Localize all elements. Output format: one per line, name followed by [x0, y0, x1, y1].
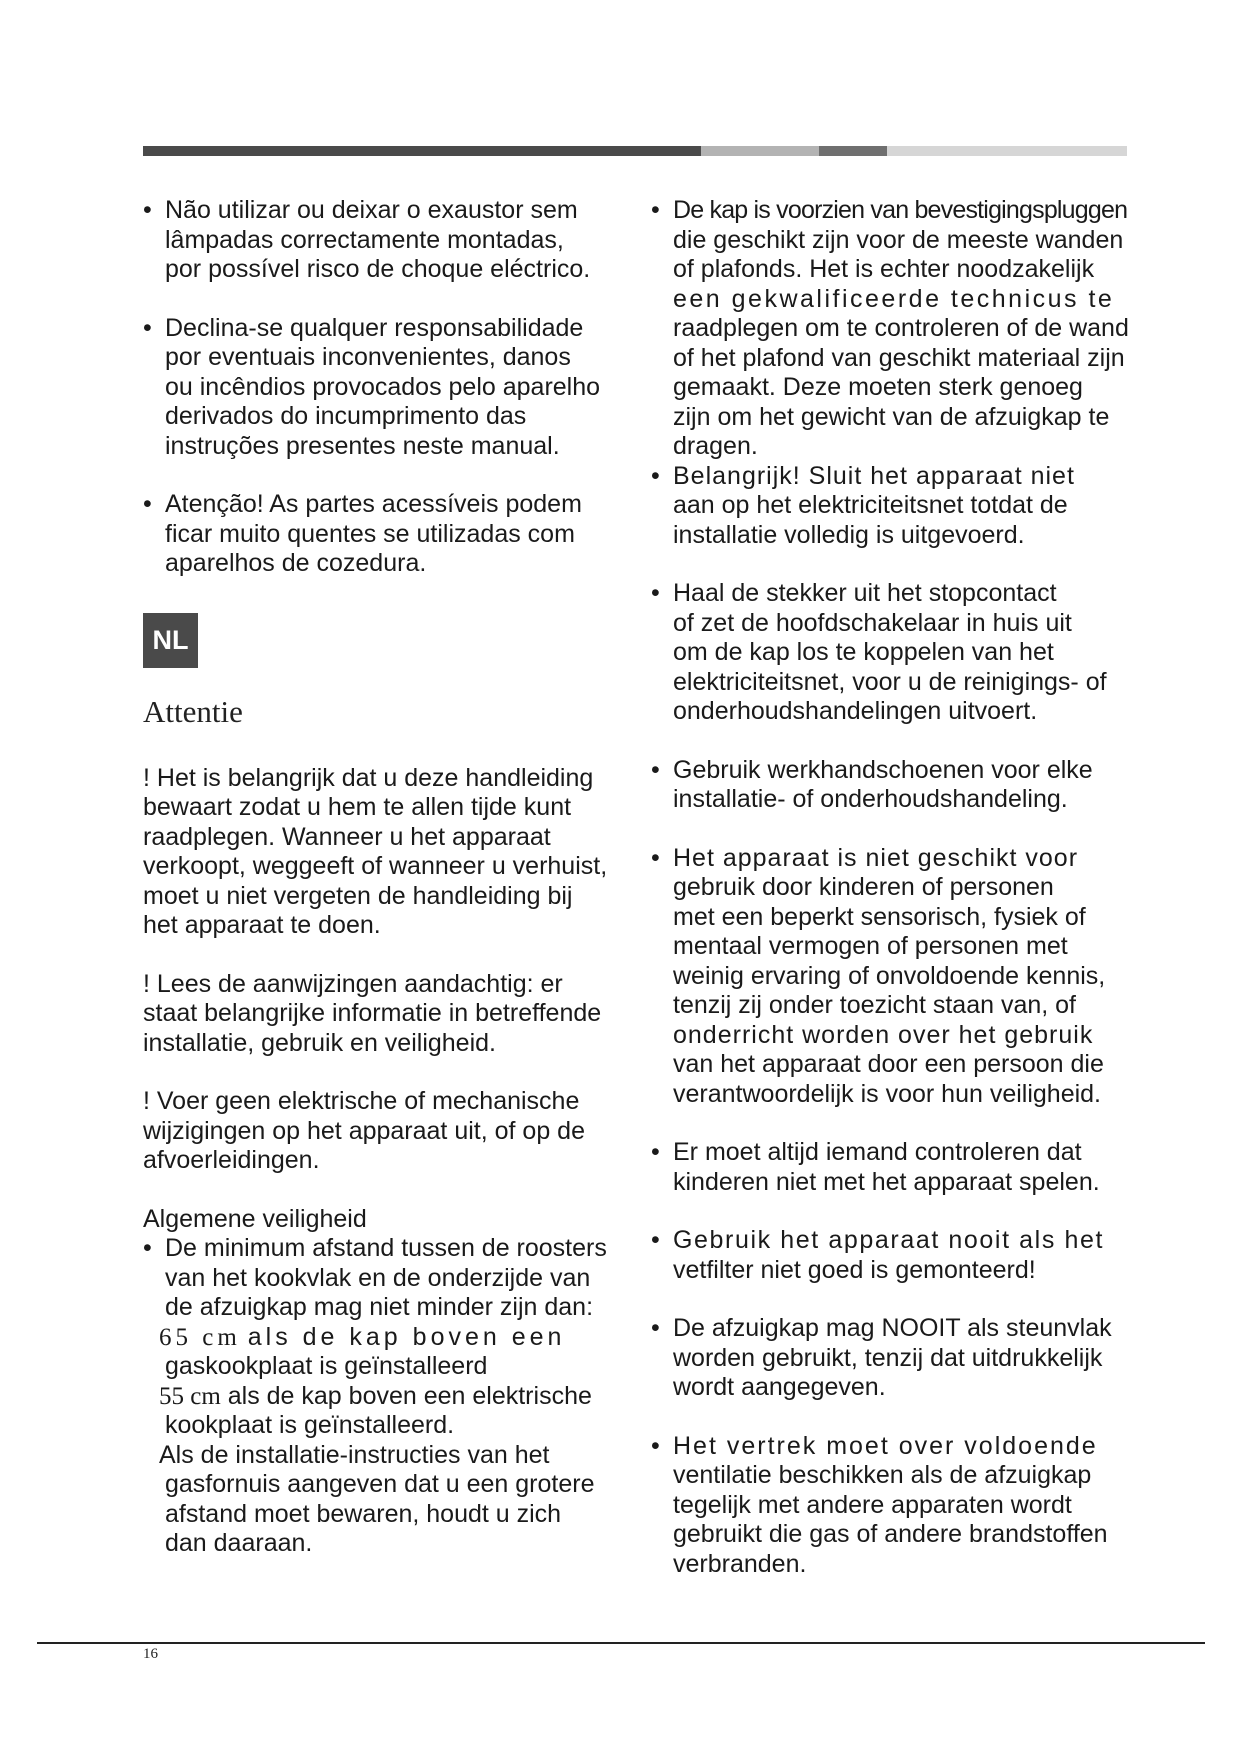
line: kookplaat is geïnstalleerd. [165, 1411, 455, 1439]
line: worden gebruikt, tenzij dat uitdrukkelijk [673, 1343, 1103, 1372]
line: Als de installatie-instructies van het [159, 1440, 550, 1469]
line: gebruik door kinderen of personen [673, 873, 1054, 901]
left-column [143, 196, 625, 1559]
line: verantwoordelijk is voor hun veiligheid. [673, 1079, 1102, 1108]
line: aparelhos de cozedura. [165, 549, 427, 577]
line: Declina-se qualquer responsabilidade [165, 313, 584, 342]
line: Het vertrek moet over voldoende [673, 1431, 1098, 1460]
line: tenzij zij onder toezicht staan van, of [673, 991, 1077, 1019]
line: Gebruik het apparaat nooit als het [673, 1226, 1105, 1254]
line: ficar muito quentes se utilizadas com [165, 519, 575, 548]
line: een gekwalificeerde technicus te [673, 284, 1115, 313]
line: gemaakt. Deze moeten sterk genoeg [673, 373, 1083, 401]
line: bewaart zodat u hem te allen tijde kunt [143, 793, 572, 821]
bullet-dot: • [651, 579, 660, 607]
electric-distance-value: 55 cm [159, 1382, 221, 1410]
line: installatie, gebruik en veiligheid. [143, 1028, 496, 1057]
line: wordt aangegeven. [673, 1373, 886, 1401]
bullet-dot: • [651, 1314, 660, 1342]
line: ! Voer geen elektrische of mechanische [143, 1087, 580, 1115]
line: derivados do incumprimento das [165, 402, 527, 430]
line: raadplegen om te controleren of de wand [673, 314, 1129, 342]
bullet-unplug [651, 579, 1148, 727]
line: Não utilizar ou deixar o exaustor sem [165, 196, 578, 224]
bullet-dot: • [651, 461, 660, 490]
line: installatie volledig is uitgevoerd. [673, 520, 1025, 549]
pt-bullet-liability [143, 314, 625, 462]
language-badge: NL [143, 613, 198, 668]
line: afstand moet bewaren, houdt u zich [165, 1499, 562, 1528]
bullet-gloves [651, 756, 1148, 815]
line [159, 1382, 625, 1412]
bullet-supervise-children [651, 1138, 1148, 1197]
line: installatie- of onderhoudshandeling. [673, 785, 1068, 813]
line: Er moet altijd iemand controleren dat [673, 1138, 1082, 1166]
bullet-dot: • [651, 196, 660, 224]
line: om de kap los te koppelen van het [673, 638, 1054, 666]
electric-distance [143, 1382, 625, 1441]
bullet-dot: • [143, 1234, 152, 1262]
bullet-dot: • [651, 1138, 660, 1166]
section-heading: Attentie [143, 693, 243, 729]
line: De kap is voorzien van bevestigingspluggen [673, 196, 1128, 224]
line: De minimum afstand tussen de roosters [165, 1234, 607, 1262]
line: gasfornuis aangeven dat u een grotere [165, 1470, 595, 1498]
line: zijn om het gewicht van de afzuigkap te [673, 402, 1110, 431]
install-note [143, 1441, 625, 1559]
line: Gebruik werkhandschoenen voor elke [673, 755, 1093, 784]
pt-bullet-attention [143, 490, 625, 579]
bullet-ventilation [651, 1432, 1148, 1580]
line: onderricht worden over het gebruik [673, 1020, 1094, 1049]
line: moet u niet vergeten de handleiding bij [143, 881, 573, 910]
line: afvoerleidingen. [143, 1146, 320, 1174]
line: Haal de stekker uit het stopcontact [673, 579, 1057, 607]
line: vetfilter niet goed is gemonteerd! [673, 1255, 1036, 1284]
line: raadplegen. Wanneer u het apparaat [143, 822, 551, 851]
line: dragen. [673, 432, 758, 460]
line: verbranden. [673, 1549, 807, 1578]
bullet-dot: • [651, 843, 660, 872]
attention-paragraph [143, 970, 625, 1059]
attention-paragraph [143, 1087, 625, 1176]
bullet-mounting-plugs [651, 196, 1148, 462]
gas-distance-text: als de kap boven een [247, 1322, 566, 1351]
line: of zet de hoofdschakelaar in huis uit [673, 608, 1072, 637]
line: aan op het elektriciteitsnet totdat de [673, 491, 1068, 519]
header-bar-pale [887, 146, 1127, 156]
line: ! Het is belangrijk dat u deze handleiding [143, 763, 594, 792]
header-bar-mid [819, 146, 887, 156]
line: mentaal vermogen of personen met [673, 932, 1068, 960]
line: gebruikt die gas of andere brandstoffen [673, 1520, 1108, 1548]
line: of het plafond van geschikt materiaal zijn [673, 343, 1125, 372]
header-bar-dark [143, 146, 701, 156]
page-number: 16 [143, 1646, 158, 1662]
line: verkoopt, weggeeft of wanneer u verhuist, [143, 852, 608, 880]
bullet-no-support [651, 1314, 1148, 1403]
gas-distance-value: 65 cm [159, 1323, 241, 1351]
bullet-dot: • [143, 490, 152, 518]
line: gaskookplaat is geïnstalleerd [165, 1352, 488, 1380]
line [159, 1323, 625, 1353]
line: ou incêndios provocados pelo aparelho [165, 372, 601, 401]
gas-distance [143, 1323, 625, 1382]
electric-distance-text: als de kap boven een elektrische [227, 1381, 592, 1410]
bullet-dot: • [651, 755, 660, 784]
line: staat belangrijke informatie in betreffende [143, 999, 602, 1027]
line: ! Lees de aanwijzingen aandachtig: er [143, 969, 563, 998]
pt-bullet-lamps [143, 196, 625, 285]
bullet-dot: • [651, 1226, 660, 1254]
line: ventilatie beschikken als de afzuigkap [673, 1461, 1092, 1489]
line: elektriciteitsnet, voor u de reinigings- of [673, 667, 1107, 696]
line: instruções presentes neste manual. [165, 431, 560, 460]
line: van het kookvlak en de onderzijde van [165, 1263, 591, 1292]
line: weinig ervaring of onvoldoende kennis, [673, 961, 1106, 990]
header-bar-light [701, 146, 819, 156]
line: De afzuigkap mag NOOIT als steunvlak [673, 1314, 1112, 1342]
line: Atenção! As partes acessíveis podem [165, 490, 582, 518]
line: Het apparaat is niet geschikt voor [673, 843, 1079, 872]
line: dan daaraan. [165, 1529, 313, 1557]
bullet-grease-filter [651, 1226, 1148, 1285]
line: het apparaat te doen. [143, 911, 381, 939]
line: lâmpadas correctamente montadas, [165, 225, 564, 254]
line: onderhoudshandelingen uitvoert. [673, 697, 1038, 725]
right-column [651, 196, 1148, 1579]
line: van het apparaat door een persoon die [673, 1050, 1104, 1078]
line: Belangrijk! Sluit het apparaat niet [673, 461, 1075, 490]
bullet-dot: • [143, 313, 152, 342]
line: por possível risco de choque eléctrico. [165, 255, 591, 283]
line: de afzuigkap mag niet minder zijn dan: [165, 1293, 594, 1321]
line: of plafonds. Het is echter noodzakelijk [673, 255, 1095, 283]
line: die geschikt zijn voor de meeste wanden [673, 225, 1124, 254]
bullet-children-persons [651, 844, 1148, 1110]
line: wijzigingen op het apparaat uit, of op de [143, 1116, 585, 1145]
line: met een beperkt sensorisch, fysiek of [673, 902, 1086, 931]
line: por eventuais inconvenientes, danos [165, 343, 571, 371]
bullet-dot: • [651, 1431, 660, 1460]
line: tegelijk met andere apparaten wordt [673, 1490, 1072, 1519]
line: kinderen niet met het apparaat spelen. [673, 1167, 1100, 1196]
bullet-dot: • [143, 196, 152, 224]
distance-bullet [143, 1234, 625, 1323]
attention-paragraph [143, 764, 625, 941]
footer-rule [37, 1642, 1205, 1644]
bullet-important-connect [651, 462, 1148, 551]
subheading: Algemene veiligheid [143, 1204, 367, 1233]
